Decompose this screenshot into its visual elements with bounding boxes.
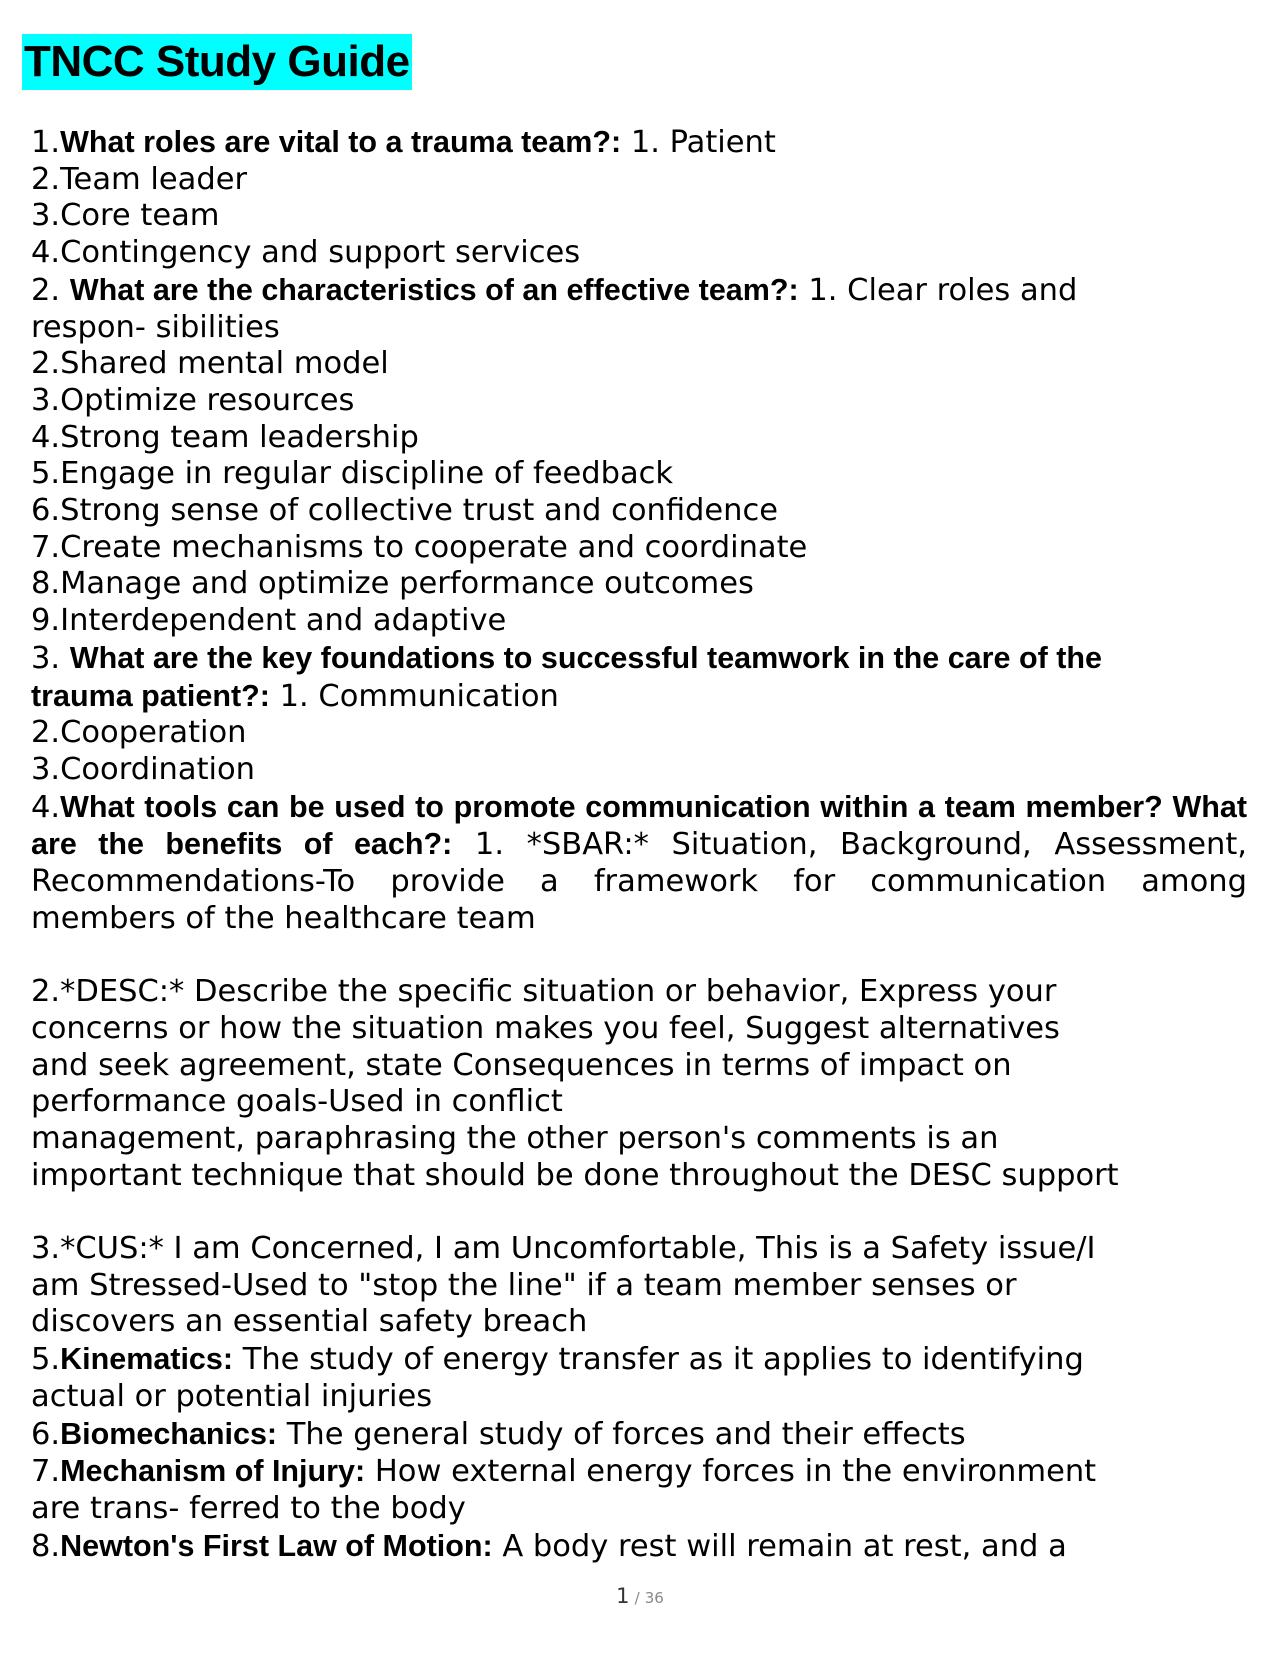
total-pages: 36 (644, 1589, 664, 1607)
q5-definition: The study of energy transfer as it applies to identifying (242, 1342, 1084, 1378)
q3-line-2 (31, 678, 1247, 716)
list-item: discovers an essential safety breach (31, 1304, 588, 1340)
list-item: 9.Interdependent and adaptive (31, 603, 507, 639)
page-indicator (0, 1584, 1280, 1608)
q8-line (31, 1528, 1247, 1566)
spacer (31, 937, 1247, 974)
list-item: 3.Coordination (31, 751, 255, 787)
list-item: 2.Cooperation (31, 715, 247, 751)
spacer (31, 1194, 1247, 1231)
q3-number: 3. (31, 640, 61, 676)
list-item: 4.Strong team leadership (31, 419, 419, 455)
q8-number: 8. (31, 1528, 61, 1564)
q2-number: 2. (31, 272, 61, 308)
list-item: 8.Manage and optimize performance outcomes (31, 566, 754, 602)
document-body (31, 124, 1247, 1565)
q7-number: 7. (31, 1454, 61, 1490)
q4-sbar: 1. *SBAR:* Situation, Background, Assessment, Recommendations-To provide a framework for communication among members of the healthcare team (31, 827, 1248, 936)
list-item: respon- sibilities (31, 309, 280, 345)
q6-line (31, 1416, 1247, 1454)
q4-question: What tools can be used to promote communication within a team member? What are the benefits of each?: (31, 789, 1247, 862)
list-item: important technique that should be done throughout the DESC support (31, 1157, 1119, 1193)
q1-question: What roles are vital to a trauma team?: (60, 125, 622, 159)
list-item: 2.*DESC:* Describe the specific situation or behavior, Express your (31, 974, 1057, 1010)
q8-definition: A body rest will remain at rest, and a (502, 1528, 1067, 1564)
q3-question-part2: trauma patient?: (31, 678, 270, 713)
q5-number: 5. (31, 1342, 61, 1378)
list-item: 5.Engage in regular discipline of feedback (31, 456, 674, 492)
list-item: am Stressed-Used to "stop the line" if a team member senses or (31, 1267, 1017, 1303)
q4-paragraph (31, 789, 1247, 938)
q5-term: Kinematics: (60, 1342, 233, 1377)
q2-question: What are the characteristics of an effective team?: (69, 272, 799, 307)
list-item: 3.Core team (31, 198, 220, 234)
list-item: management, paraphrasing the other person's comments is an (31, 1120, 999, 1156)
q6-definition: The general study of forces and their effects (286, 1416, 966, 1452)
q2-answer: 1. Clear roles and (808, 272, 1078, 308)
list-item: 6.Strong sense of collective trust and confidence (31, 493, 779, 529)
list-item: 7.Create mechanisms to cooperate and coordinate (31, 529, 808, 565)
q3-answer: 1. Communication (279, 678, 559, 714)
list-item: and seek agreement, state Consequences in terms of impact on (31, 1047, 1012, 1083)
q7-line (31, 1453, 1247, 1491)
list-item: 2.Team leader (31, 161, 248, 197)
list-item: 3.*CUS:* I am Concerned, I am Uncomfortable, This is a Safety issue/I (31, 1231, 1096, 1267)
q6-term: Biomechanics: (60, 1416, 278, 1451)
current-page: 1 (616, 1584, 630, 1608)
list-item: concerns or how the situation makes you feel, Suggest alternatives (31, 1010, 1060, 1046)
q2-line (31, 272, 1247, 310)
document-title: TNCC Study Guide (22, 34, 412, 90)
q4-number: 4. (31, 789, 61, 825)
q7-definition: How external energy forces in the environment (374, 1454, 1097, 1490)
list-item: 2.Shared mental model (31, 346, 389, 382)
list-item: are trans- ferred to the body (31, 1490, 466, 1526)
list-item: performance goals-Used in conflict (31, 1084, 563, 1120)
q6-number: 6. (31, 1416, 61, 1452)
q1-number: 1. (31, 125, 61, 160)
list-item: 3.Optimize resources (31, 382, 355, 418)
q1-answer: 1. Patient (630, 125, 776, 160)
q8-term: Newton's First Law of Motion: (60, 1528, 493, 1563)
q7-term: Mechanism of Injury: (60, 1454, 366, 1489)
page-separator: / (634, 1589, 640, 1607)
q1-line (31, 124, 1247, 162)
q5-line (31, 1341, 1247, 1379)
list-item: 4.Contingency and support services (31, 235, 581, 271)
q3-line (31, 640, 1247, 678)
q3-question-part1: What are the key foundations to successful teamwork in the care of the (69, 640, 1102, 675)
list-item: actual or potential injuries (31, 1378, 433, 1414)
